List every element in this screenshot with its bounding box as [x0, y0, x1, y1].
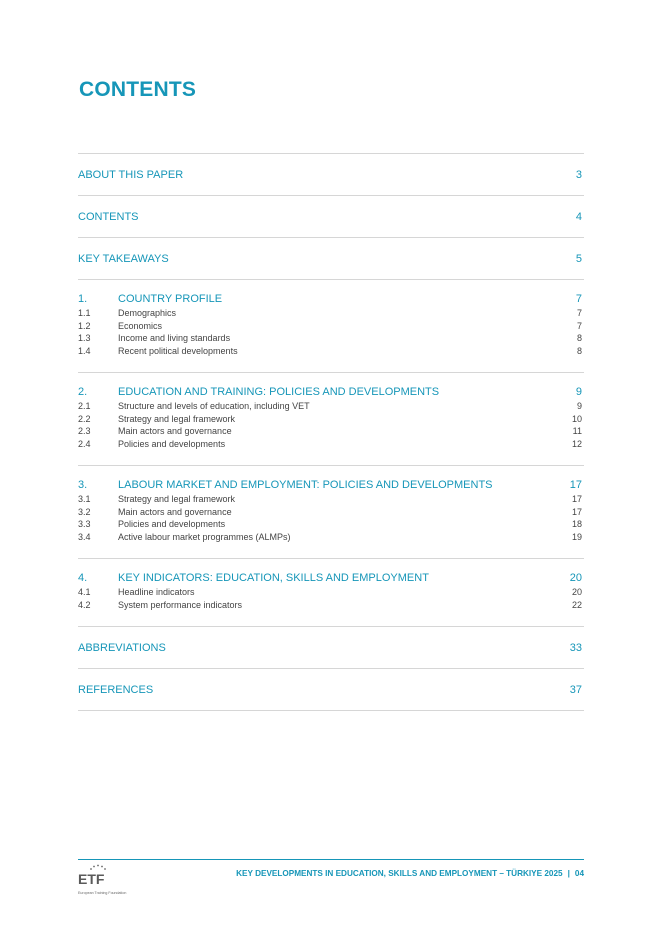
subsection-number: 2.2: [78, 413, 91, 424]
subsection-number: 3.3: [78, 519, 91, 529]
toc-subsection[interactable]: [78, 414, 584, 427]
subsection-page[interactable]: 17: [571, 494, 582, 504]
toc-section-heading[interactable]: [78, 572, 584, 587]
toc-entry-label[interactable]: CONTENTS: [78, 210, 139, 223]
toc-subsection[interactable]: [78, 587, 584, 600]
toc-subsection[interactable]: [78, 401, 584, 414]
subsection-page[interactable]: 11: [572, 426, 582, 436]
toc-entry-key-takeaways[interactable]: [78, 238, 584, 280]
footer-running-title: [236, 869, 584, 878]
subsection-page[interactable]: 8: [576, 333, 582, 343]
subsection-number: 4.2: [78, 599, 91, 610]
subsection-title[interactable]: Structure and levels of education, including VET: [118, 401, 310, 411]
subsection-title[interactable]: Strategy and legal framework: [118, 413, 236, 424]
subsection-title[interactable]: Active labour market programmes (ALMPs): [118, 531, 291, 542]
subsection-number: 1.2: [78, 320, 91, 331]
toc-entry-label[interactable]: ABBREVIATIONS: [78, 641, 166, 654]
toc-subsection[interactable]: [78, 333, 584, 346]
subsection-page[interactable]: 9: [576, 401, 582, 411]
page-title: CONTENTS: [79, 78, 197, 101]
subsection-title[interactable]: Income and living standards: [118, 333, 231, 343]
section-page[interactable]: 20: [569, 572, 582, 584]
section-page[interactable]: 17: [569, 479, 582, 491]
toc-section-2: [78, 373, 584, 466]
toc-section-heading[interactable]: [78, 479, 584, 494]
toc-subsection[interactable]: [78, 346, 584, 359]
toc-entry-page[interactable]: 4: [575, 210, 582, 223]
page-number: 04: [574, 869, 584, 878]
subsection-title[interactable]: Policies and developments: [118, 438, 226, 449]
toc-subsection[interactable]: [78, 308, 584, 321]
toc-subsection[interactable]: [78, 426, 584, 439]
subsection-title[interactable]: Main actors and governance: [118, 506, 232, 517]
toc-subsection[interactable]: [78, 321, 584, 334]
section-title[interactable]: EDUCATION AND TRAINING: POLICIES AND DEVELOPMENTS: [118, 386, 440, 398]
subsection-title[interactable]: Recent political developments: [118, 345, 238, 356]
toc-entry-page[interactable]: 33: [569, 641, 582, 654]
subsection-number: 2.3: [78, 426, 91, 436]
etf-logo: [78, 864, 130, 896]
toc-entry-abbreviations[interactable]: [78, 627, 584, 669]
subsection-page[interactable]: 17: [571, 506, 582, 517]
subsection-number: 1.3: [78, 333, 91, 343]
subsection-page[interactable]: 12: [571, 438, 582, 449]
toc-section-4: [78, 559, 584, 627]
toc-subsection[interactable]: [78, 439, 584, 452]
toc-subsection[interactable]: [78, 507, 584, 520]
toc-entry-label[interactable]: KEY TAKEAWAYS: [78, 252, 169, 265]
subsection-page[interactable]: 22: [571, 599, 582, 610]
subsection-number: 1.4: [78, 345, 91, 356]
table-of-contents: [78, 153, 584, 711]
section-page[interactable]: 9: [575, 386, 582, 398]
section-page[interactable]: 7: [575, 293, 582, 305]
subsection-title[interactable]: Headline indicators: [118, 587, 195, 597]
section-title[interactable]: LABOUR MARKET AND EMPLOYMENT: POLICIES AND DEVELOPMENTS: [118, 479, 493, 491]
section-title[interactable]: KEY INDICATORS: EDUCATION, SKILLS AND EMPLOYMENT: [118, 572, 429, 584]
subsection-number: 3.4: [78, 531, 91, 542]
subsection-number: 1.1: [78, 308, 91, 318]
toc-entry-label[interactable]: REFERENCES: [78, 683, 154, 696]
section-title[interactable]: COUNTRY PROFILE: [118, 293, 223, 305]
toc-subsection[interactable]: [78, 600, 584, 613]
subsection-page[interactable]: 19: [571, 531, 582, 542]
subsection-page[interactable]: 8: [576, 345, 582, 356]
subsection-title[interactable]: Economics: [118, 320, 163, 331]
subsection-number: 2.1: [78, 401, 91, 411]
subsection-title[interactable]: Policies and developments: [118, 519, 226, 529]
toc-entry-label[interactable]: ABOUT THIS PAPER: [78, 168, 184, 181]
section-number: 4.: [78, 572, 88, 584]
subsection-title[interactable]: Demographics: [118, 308, 177, 318]
toc-section-1: [78, 280, 584, 373]
subsection-page[interactable]: 18: [571, 519, 582, 529]
footer-separator: |: [567, 869, 570, 878]
subsection-page[interactable]: 7: [576, 308, 582, 318]
section-number: 3.: [78, 479, 88, 491]
page-footer: [78, 859, 584, 896]
toc-section-heading[interactable]: [78, 386, 584, 401]
toc-section-3: [78, 466, 584, 559]
subsection-number: 2.4: [78, 438, 91, 449]
section-number: 2.: [78, 386, 88, 398]
subsection-title[interactable]: Main actors and governance: [118, 426, 232, 436]
subsection-number: 4.1: [78, 587, 91, 597]
subsection-title[interactable]: Strategy and legal framework: [118, 494, 236, 504]
subsection-number: 3.1: [78, 494, 91, 504]
toc-entry-page[interactable]: 5: [575, 252, 582, 265]
toc-subsection[interactable]: [78, 519, 584, 532]
subsection-title[interactable]: System performance indicators: [118, 599, 243, 610]
toc-entry-page[interactable]: 3: [575, 168, 582, 181]
toc-entry-page[interactable]: 37: [569, 683, 582, 696]
subsection-page[interactable]: 20: [571, 587, 582, 597]
toc-entry-contents[interactable]: [78, 196, 584, 238]
svg-text:European Training Foundation: European Training Foundation: [78, 891, 127, 895]
svg-text:ETF: ETF: [78, 871, 105, 887]
toc-subsection[interactable]: [78, 532, 584, 545]
toc-entry-references[interactable]: [78, 669, 584, 711]
toc-subsection[interactable]: [78, 494, 584, 507]
subsection-number: 3.2: [78, 506, 91, 517]
subsection-page[interactable]: 7: [576, 320, 582, 331]
section-number: 1.: [78, 293, 88, 305]
running-title: KEY DEVELOPMENTS IN EDUCATION, SKILLS AND EMPLOYMENT – TÜRKIYE 2025: [236, 869, 563, 878]
subsection-page[interactable]: 10: [571, 413, 582, 424]
toc-section-heading[interactable]: [78, 293, 584, 308]
toc-entry-about[interactable]: [78, 154, 584, 196]
